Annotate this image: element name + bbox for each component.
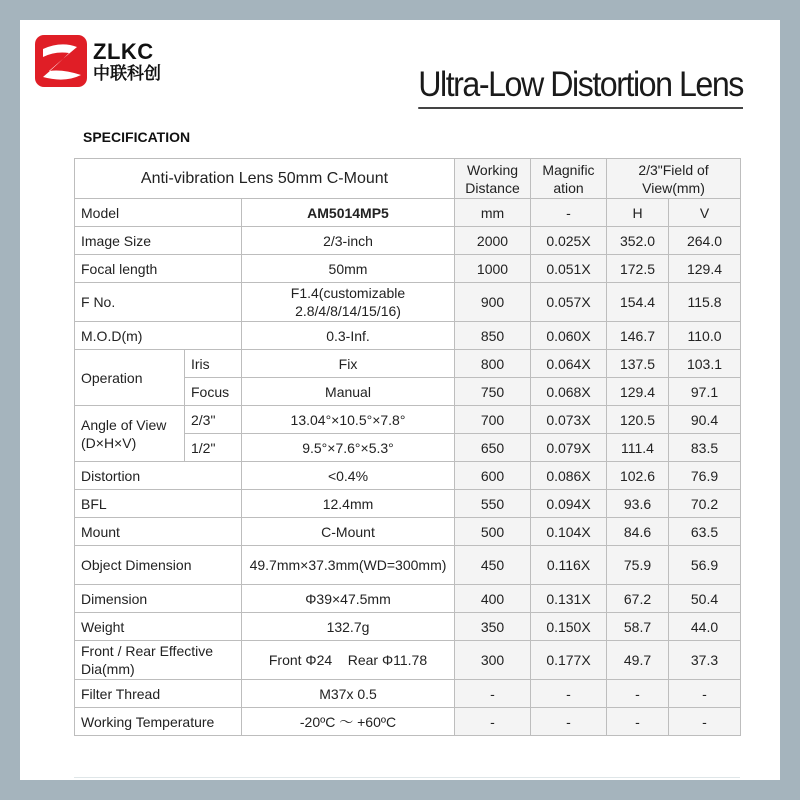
- table-row: [75, 255, 741, 283]
- spec-value: 2/3-inch: [242, 227, 455, 255]
- fov-v-cell: 97.1: [669, 378, 741, 406]
- working-distance-cell: mm: [455, 199, 531, 227]
- fov-v-cell: 83.5: [669, 434, 741, 462]
- working-distance-cell: 2000: [455, 227, 531, 255]
- table-row: [75, 406, 741, 434]
- working-distance-cell: 300: [455, 641, 531, 680]
- spec-group-label: Angle of View (D×H×V): [75, 406, 185, 462]
- spec-value: AM5014MP5: [242, 199, 455, 227]
- working-distance-cell: 600: [455, 462, 531, 490]
- spec-label: M.O.D(m): [75, 322, 242, 350]
- fov-v-cell: V: [669, 199, 741, 227]
- spec-value: 0.3-Inf.: [242, 322, 455, 350]
- fov-v-cell: 70.2: [669, 490, 741, 518]
- working-distance-cell: 450: [455, 546, 531, 585]
- table-row: [75, 199, 741, 227]
- magnification-cell: 0.064X: [531, 350, 607, 378]
- logo-mark-icon: [35, 35, 87, 87]
- spec-label: Weight: [75, 613, 242, 641]
- fov-h-cell: 58.7: [607, 613, 669, 641]
- fov-v-cell: 264.0: [669, 227, 741, 255]
- fov-v-cell: 115.8: [669, 283, 741, 322]
- spec-value: 13.04°×10.5°×7.8°: [242, 406, 455, 434]
- table-row: [75, 490, 741, 518]
- working-distance-cell: -: [455, 680, 531, 708]
- divider: [74, 777, 740, 778]
- table-row: [75, 641, 741, 680]
- working-distance-cell: 500: [455, 518, 531, 546]
- spec-value: Front Φ24 Rear Φ11.78: [242, 641, 455, 680]
- fov-v-cell: 103.1: [669, 350, 741, 378]
- section-title: SPECIFICATION: [83, 129, 191, 145]
- working-distance-cell: -: [455, 708, 531, 736]
- spec-value: C-Mount: [242, 518, 455, 546]
- spec-label: F No.: [75, 283, 242, 322]
- spec-value: M37x 0.5: [242, 680, 455, 708]
- fov-h-cell: 75.9: [607, 546, 669, 585]
- spec-value: 132.7g: [242, 613, 455, 641]
- working-distance-cell: 700: [455, 406, 531, 434]
- fov-h-cell: 67.2: [607, 585, 669, 613]
- header-field-of-view: 2/3"Field of View(mm): [607, 159, 741, 199]
- working-distance-cell: 850: [455, 322, 531, 350]
- spec-value: Φ39×47.5mm: [242, 585, 455, 613]
- table-row: [75, 462, 741, 490]
- magnification-cell: 0.073X: [531, 406, 607, 434]
- spec-label: Dimension: [75, 585, 242, 613]
- spec-sub-label: Focus: [185, 378, 242, 406]
- table-row: [75, 680, 741, 708]
- fov-h-cell: 172.5: [607, 255, 669, 283]
- fov-v-cell: 90.4: [669, 406, 741, 434]
- spec-value: 49.7mm×37.3mm(WD=300mm): [242, 546, 455, 585]
- fov-v-cell: -: [669, 680, 741, 708]
- spec-label: BFL: [75, 490, 242, 518]
- fov-h-cell: 49.7: [607, 641, 669, 680]
- fov-v-cell: 129.4: [669, 255, 741, 283]
- spec-value: 12.4mm: [242, 490, 455, 518]
- magnification-cell: 0.131X: [531, 585, 607, 613]
- fov-v-cell: 63.5: [669, 518, 741, 546]
- product-name: Anti-vibration Lens 50mm C-Mount: [75, 159, 455, 199]
- fov-v-cell: -: [669, 708, 741, 736]
- magnification-cell: 0.150X: [531, 613, 607, 641]
- working-distance-cell: 400: [455, 585, 531, 613]
- fov-h-cell: 129.4: [607, 378, 669, 406]
- working-distance-cell: 1000: [455, 255, 531, 283]
- table-row: [75, 546, 741, 585]
- magnification-cell: -: [531, 199, 607, 227]
- table-row: [75, 350, 741, 378]
- table-row: [75, 322, 741, 350]
- magnification-cell: 0.094X: [531, 490, 607, 518]
- table-row: [75, 227, 741, 255]
- magnification-cell: 0.177X: [531, 641, 607, 680]
- spec-value: F1.4(customizable 2.8/4/8/14/15/16): [242, 283, 455, 322]
- spec-table: [74, 158, 741, 736]
- fov-h-cell: 111.4: [607, 434, 669, 462]
- fov-v-cell: 56.9: [669, 546, 741, 585]
- spec-sheet: [20, 20, 780, 780]
- spec-label: Front / Rear Effective Dia(mm): [75, 641, 242, 680]
- fov-v-cell: 76.9: [669, 462, 741, 490]
- spec-label: Focal length: [75, 255, 242, 283]
- spec-value: Manual: [242, 378, 455, 406]
- brand-name-cn: 中联科创: [93, 63, 161, 83]
- header-working-distance: Working Distance: [455, 159, 531, 199]
- spec-label: Mount: [75, 518, 242, 546]
- spec-label: Filter Thread: [75, 680, 242, 708]
- spec-value: -20ºC ～ +60ºC: [242, 708, 455, 736]
- fov-h-cell: H: [607, 199, 669, 227]
- spec-label: Working Temperature: [75, 708, 242, 736]
- fov-h-cell: 102.6: [607, 462, 669, 490]
- working-distance-cell: 650: [455, 434, 531, 462]
- fov-v-cell: 110.0: [669, 322, 741, 350]
- magnification-cell: 0.116X: [531, 546, 607, 585]
- fov-v-cell: 37.3: [669, 641, 741, 680]
- table-row: [75, 283, 741, 322]
- fov-h-cell: 120.5: [607, 406, 669, 434]
- spec-value: 50mm: [242, 255, 455, 283]
- brand-logo: [35, 35, 161, 87]
- table-row: [75, 708, 741, 736]
- fov-h-cell: 93.6: [607, 490, 669, 518]
- spec-sub-label: 1/2": [185, 434, 242, 462]
- fov-h-cell: -: [607, 708, 669, 736]
- brand-name-en: ZLKC: [93, 38, 154, 64]
- working-distance-cell: 350: [455, 613, 531, 641]
- table-row: [75, 613, 741, 641]
- fov-h-cell: 137.5: [607, 350, 669, 378]
- header-magnification: Magnific ation: [531, 159, 607, 199]
- fov-h-cell: 146.7: [607, 322, 669, 350]
- spec-value: 9.5°×7.6°×5.3°: [242, 434, 455, 462]
- magnification-cell: 0.025X: [531, 227, 607, 255]
- magnification-cell: 0.086X: [531, 462, 607, 490]
- magnification-cell: 0.068X: [531, 378, 607, 406]
- spec-value: <0.4%: [242, 462, 455, 490]
- spec-label: Image Size: [75, 227, 242, 255]
- table-row: [75, 585, 741, 613]
- fov-v-cell: 44.0: [669, 613, 741, 641]
- working-distance-cell: 750: [455, 378, 531, 406]
- magnification-cell: -: [531, 680, 607, 708]
- fov-h-cell: 352.0: [607, 227, 669, 255]
- fov-h-cell: 84.6: [607, 518, 669, 546]
- spec-value: Fix: [242, 350, 455, 378]
- working-distance-cell: 550: [455, 490, 531, 518]
- working-distance-cell: 900: [455, 283, 531, 322]
- magnification-cell: 0.079X: [531, 434, 607, 462]
- magnification-cell: 0.051X: [531, 255, 607, 283]
- spec-label: Distortion: [75, 462, 242, 490]
- spec-label: Model: [75, 199, 242, 227]
- spec-label: Object Dimension: [75, 546, 242, 585]
- spec-sub-label: 2/3": [185, 406, 242, 434]
- magnification-cell: 0.057X: [531, 283, 607, 322]
- table-row: [75, 518, 741, 546]
- fov-v-cell: 50.4: [669, 585, 741, 613]
- magnification-cell: 0.104X: [531, 518, 607, 546]
- working-distance-cell: 800: [455, 350, 531, 378]
- spec-group-label: Operation: [75, 350, 185, 406]
- table-header-row: [75, 159, 741, 199]
- magnification-cell: 0.060X: [531, 322, 607, 350]
- fov-h-cell: 154.4: [607, 283, 669, 322]
- page-title: Ultra-Low Distortion Lens: [418, 65, 743, 109]
- spec-sub-label: Iris: [185, 350, 242, 378]
- magnification-cell: -: [531, 708, 607, 736]
- fov-h-cell: -: [607, 680, 669, 708]
